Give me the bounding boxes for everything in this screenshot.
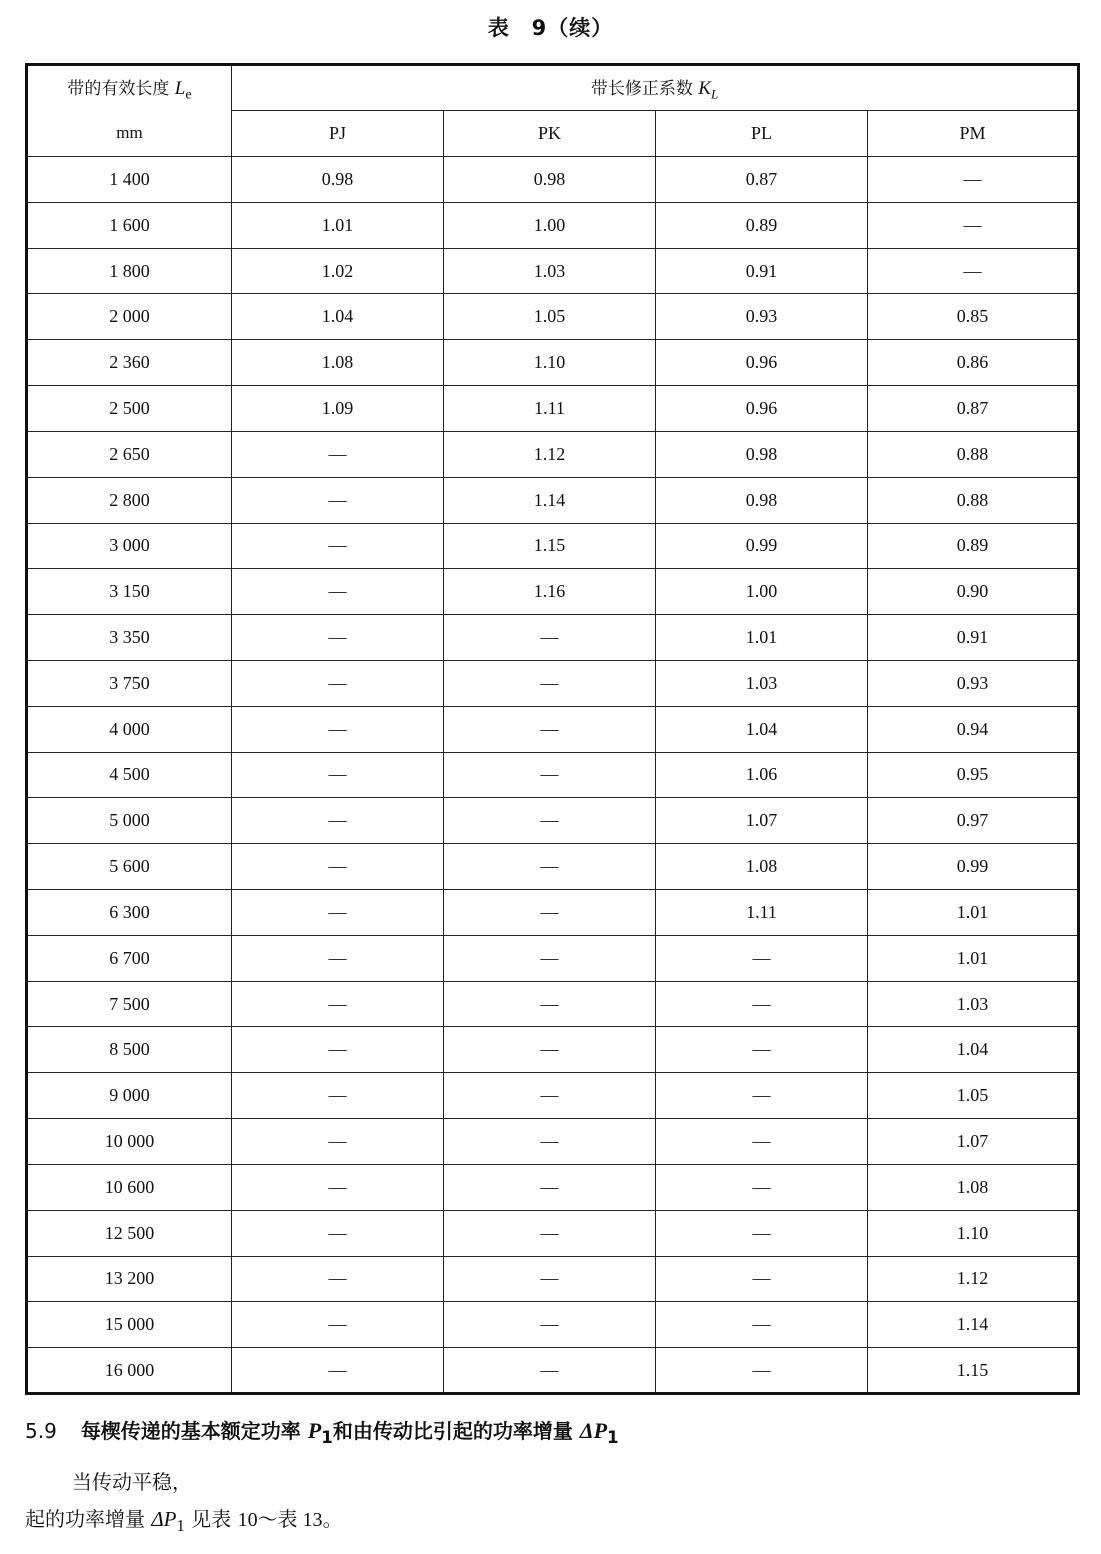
section-symbol-dp1: ΔP	[579, 1418, 608, 1443]
table-row	[27, 340, 1079, 386]
length-cell: 1 600	[27, 202, 232, 248]
coef-cell-pk: 1.00	[444, 202, 656, 248]
coef-cell-pk: —	[444, 981, 656, 1027]
coef-cell-pm: 0.91	[868, 615, 1079, 661]
coef-cell-pm: 1.15	[868, 1348, 1079, 1394]
coef-cell-pl: —	[656, 1164, 868, 1210]
coefficient-header-label: 带长修正系数	[590, 78, 693, 99]
coef-cell-pj: —	[232, 1027, 444, 1073]
coef-cell-pj: 1.02	[232, 248, 444, 294]
paragraph2-table-ref: 10～表 13	[237, 1509, 323, 1531]
table-row	[27, 1164, 1079, 1210]
coef-cell-pk: —	[444, 1210, 656, 1256]
section-text-b: 和由传动比引起的功率增量	[332, 1419, 573, 1443]
length-cell: 7 500	[27, 981, 232, 1027]
coef-cell-pm: 0.93	[868, 660, 1079, 706]
coefficient-header-subscript: L	[710, 86, 719, 102]
coef-cell-pj: —	[232, 1119, 444, 1165]
coef-cell-pl: —	[656, 1256, 868, 1302]
coef-cell-pk: —	[444, 1302, 656, 1348]
length-cell: 1 800	[27, 248, 232, 294]
coef-cell-pk: —	[444, 844, 656, 890]
coef-cell-pk: —	[444, 660, 656, 706]
coef-cell-pj: —	[232, 1073, 444, 1119]
length-cell: 15 000	[27, 1302, 232, 1348]
coef-cell-pj: —	[232, 615, 444, 661]
length-cell: 3 350	[27, 615, 232, 661]
table-row	[27, 890, 1079, 936]
coef-cell-pl: 1.00	[656, 569, 868, 615]
coef-cell-pj: 1.08	[232, 340, 444, 386]
coef-cell-pl: —	[656, 935, 868, 981]
table-row	[27, 935, 1079, 981]
coef-cell-pl: —	[656, 1348, 868, 1394]
coef-cell-pk: —	[444, 798, 656, 844]
coef-cell-pk: 1.11	[444, 386, 656, 432]
coef-cell-pk: 1.05	[444, 294, 656, 340]
coef-cell-pk: —	[444, 615, 656, 661]
coef-cell-pl: 1.01	[656, 615, 868, 661]
coef-cell-pl: 1.03	[656, 660, 868, 706]
coef-cell-pm: —	[868, 202, 1079, 248]
coef-cell-pl: 1.06	[656, 752, 868, 798]
coef-cell-pk: —	[444, 1073, 656, 1119]
table-row	[27, 1119, 1079, 1165]
length-header-unit: mm	[116, 122, 143, 142]
length-cell: 1 400	[27, 157, 232, 203]
coef-cell-pm: 0.88	[868, 431, 1079, 477]
table-row	[27, 752, 1079, 798]
coef-cell-pk: 1.16	[444, 569, 656, 615]
length-header-subscript: e	[185, 86, 192, 103]
length-header-symbol: L	[174, 78, 186, 100]
table-row	[27, 660, 1079, 706]
coef-cell-pl: 1.08	[656, 844, 868, 890]
coef-cell-pk: —	[444, 1119, 656, 1165]
section-subscript-2: 1	[607, 1428, 619, 1447]
table-row	[27, 981, 1079, 1027]
table-body	[27, 157, 1079, 1394]
table-caption: 表 9（续）	[487, 16, 614, 40]
coef-cell-pl: 0.87	[656, 157, 868, 203]
coef-cell-pm: 0.86	[868, 340, 1079, 386]
coef-cell-pm: 0.97	[868, 798, 1079, 844]
coef-cell-pk: 1.14	[444, 477, 656, 523]
coef-cell-pm: 0.95	[868, 752, 1079, 798]
paragraph2-symbol: ΔP	[151, 1507, 177, 1531]
coef-cell-pj: 1.09	[232, 386, 444, 432]
length-cell: 10 600	[27, 1164, 232, 1210]
table-row	[27, 431, 1079, 477]
coef-cell-pm: 0.88	[868, 477, 1079, 523]
length-cell: 6 700	[27, 935, 232, 981]
table-row	[27, 523, 1079, 569]
coef-cell-pj: —	[232, 1164, 444, 1210]
length-cell: 4 000	[27, 706, 232, 752]
coef-cell-pl: 0.99	[656, 523, 868, 569]
coef-cell-pm: —	[868, 157, 1079, 203]
coef-cell-pl: —	[656, 1119, 868, 1165]
coef-cell-pl: 0.91	[656, 248, 868, 294]
coef-cell-pl: 1.04	[656, 706, 868, 752]
coefficient-group-header	[232, 65, 1079, 111]
coef-cell-pm: 1.03	[868, 981, 1079, 1027]
coef-cell-pm: 1.08	[868, 1164, 1079, 1210]
coef-cell-pj: —	[232, 660, 444, 706]
length-cell: 2 000	[27, 294, 232, 340]
coef-cell-pj: —	[232, 1210, 444, 1256]
coef-cell-pm: 1.04	[868, 1027, 1079, 1073]
length-cell: 10 000	[27, 1119, 232, 1165]
coef-cell-pl: —	[656, 981, 868, 1027]
coef-cell-pl: 0.96	[656, 386, 868, 432]
section-symbol-p1: P	[307, 1418, 322, 1443]
section-number: 5.9	[25, 1419, 57, 1443]
coef-cell-pm: 1.12	[868, 1256, 1079, 1302]
section-text-a: 每楔传递的基本额定功率	[80, 1419, 301, 1443]
coef-cell-pk: 1.10	[444, 340, 656, 386]
coef-cell-pm: 0.89	[868, 523, 1079, 569]
coef-cell-pk: 1.03	[444, 248, 656, 294]
length-cell: 2 800	[27, 477, 232, 523]
coef-cell-pj: —	[232, 890, 444, 936]
belt-length-correction-table	[25, 63, 1080, 1395]
coef-cell-pk: —	[444, 1027, 656, 1073]
coef-cell-pm: 1.14	[868, 1302, 1079, 1348]
coef-cell-pk: —	[444, 890, 656, 936]
coef-cell-pl: —	[656, 1027, 868, 1073]
length-cell: 2 500	[27, 386, 232, 432]
length-cell: 2 360	[27, 340, 232, 386]
coef-cell-pm: 1.05	[868, 1073, 1079, 1119]
length-column-header	[27, 65, 232, 157]
table-row	[27, 1256, 1079, 1302]
table-row	[27, 798, 1079, 844]
table-row	[27, 1073, 1079, 1119]
coef-cell-pj: —	[232, 752, 444, 798]
coef-cell-pk: —	[444, 752, 656, 798]
coef-cell-pj: —	[232, 844, 444, 890]
length-cell: 12 500	[27, 1210, 232, 1256]
paragraph-line-1: 当传动平稳，	[72, 1470, 192, 1494]
table-row	[27, 386, 1079, 432]
coef-cell-pl: —	[656, 1073, 868, 1119]
coef-cell-pk: 0.98	[444, 157, 656, 203]
table-row	[27, 1348, 1079, 1394]
coef-cell-pj: 0.98	[232, 157, 444, 203]
table-row	[27, 844, 1079, 890]
length-cell: 8 500	[27, 1027, 232, 1073]
coef-cell-pj: —	[232, 935, 444, 981]
coef-cell-pl: —	[656, 1302, 868, 1348]
section-heading	[25, 1415, 1075, 1447]
coef-cell-pm: 0.94	[868, 706, 1079, 752]
coef-cell-pj: —	[232, 477, 444, 523]
coef-cell-pl: 0.96	[656, 340, 868, 386]
coef-cell-pj: 1.01	[232, 202, 444, 248]
coef-cell-pl: 0.98	[656, 431, 868, 477]
coef-cell-pl: 0.93	[656, 294, 868, 340]
coef-cell-pj: —	[232, 706, 444, 752]
coef-cell-pj: —	[232, 798, 444, 844]
table-row	[27, 294, 1079, 340]
paragraph-line-2	[25, 1503, 343, 1536]
coef-cell-pm: 0.90	[868, 569, 1079, 615]
length-cell: 13 200	[27, 1256, 232, 1302]
coef-cell-pk: 1.12	[444, 431, 656, 477]
paragraph2-subscript: 1	[176, 1516, 185, 1535]
coef-cell-pj: —	[232, 431, 444, 477]
length-cell: 3 150	[27, 569, 232, 615]
table-row	[27, 1302, 1079, 1348]
coef-cell-pk: —	[444, 706, 656, 752]
coef-cell-pl: 1.07	[656, 798, 868, 844]
table-row	[27, 248, 1079, 294]
coef-cell-pl: 1.11	[656, 890, 868, 936]
coef-cell-pm: 1.01	[868, 890, 1079, 936]
length-cell: 2 650	[27, 431, 232, 477]
coef-cell-pm: 1.07	[868, 1119, 1079, 1165]
paragraph2-text-a: 起的功率增量	[25, 1507, 145, 1531]
table-row	[27, 706, 1079, 752]
coef-cell-pk: —	[444, 935, 656, 981]
coef-cell-pj: —	[232, 1302, 444, 1348]
table-row	[27, 1027, 1079, 1073]
table-row	[27, 569, 1079, 615]
coef-cell-pm: 1.01	[868, 935, 1079, 981]
coef-cell-pj: —	[232, 1256, 444, 1302]
paragraph2-text-b: 见表	[191, 1507, 232, 1531]
coef-cell-pm: 0.85	[868, 294, 1079, 340]
column-header-pj: PJ	[232, 111, 444, 157]
table-row	[27, 157, 1079, 203]
length-cell: 3 000	[27, 523, 232, 569]
length-cell: 16 000	[27, 1348, 232, 1394]
coef-cell-pl: 0.98	[656, 477, 868, 523]
column-header-pm: PM	[868, 111, 1079, 157]
coef-cell-pk: —	[444, 1348, 656, 1394]
coef-cell-pm: 1.10	[868, 1210, 1079, 1256]
coef-cell-pj: 1.04	[232, 294, 444, 340]
length-cell: 5 600	[27, 844, 232, 890]
table-row	[27, 1210, 1079, 1256]
length-cell: 4 500	[27, 752, 232, 798]
length-cell: 5 000	[27, 798, 232, 844]
coef-cell-pm: —	[868, 248, 1079, 294]
section-subscript-1: 1	[321, 1428, 333, 1447]
coef-cell-pl: 0.89	[656, 202, 868, 248]
coefficient-header-symbol: K	[698, 77, 711, 99]
coef-cell-pk: —	[444, 1164, 656, 1210]
coef-cell-pl: —	[656, 1210, 868, 1256]
coef-cell-pj: —	[232, 981, 444, 1027]
coef-cell-pm: 0.99	[868, 844, 1079, 890]
coef-cell-pj: —	[232, 569, 444, 615]
coef-cell-pk: 1.15	[444, 523, 656, 569]
length-header-label: 带的有效长度	[67, 79, 170, 100]
column-header-pl: PL	[656, 111, 868, 157]
table-row	[27, 615, 1079, 661]
coef-cell-pj: —	[232, 523, 444, 569]
table-row	[27, 202, 1079, 248]
table-row	[27, 477, 1079, 523]
length-cell: 9 000	[27, 1073, 232, 1119]
coef-cell-pk: —	[444, 1256, 656, 1302]
paragraph2-end: 。	[322, 1507, 343, 1531]
length-cell: 3 750	[27, 660, 232, 706]
coef-cell-pm: 0.87	[868, 386, 1079, 432]
coef-cell-pj: —	[232, 1348, 444, 1394]
column-header-pk: PK	[444, 111, 656, 157]
length-cell: 6 300	[27, 890, 232, 936]
